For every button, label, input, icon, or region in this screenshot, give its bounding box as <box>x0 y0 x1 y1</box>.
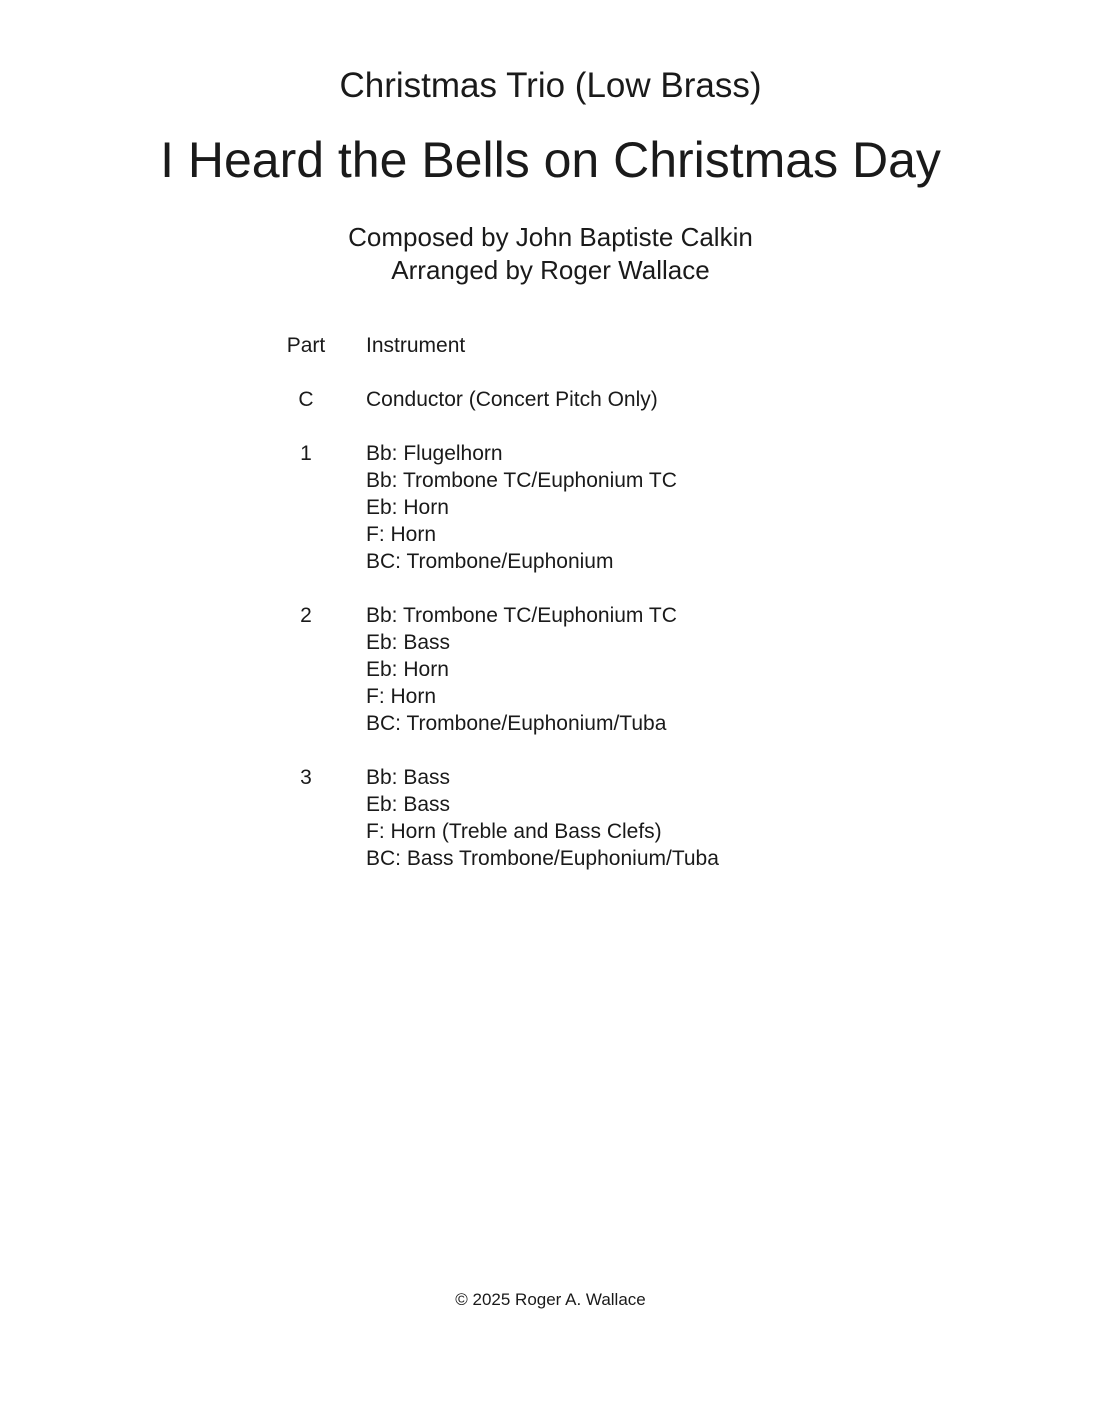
part-column-header: Part <box>286 334 326 357</box>
part-number: 2 <box>300 604 312 627</box>
part-group-conductor <box>270 386 830 413</box>
instrument-item: Bb: Trombone TC/Euphonium TC <box>366 469 677 492</box>
instrument-item: F: Horn <box>366 523 437 546</box>
arranger-line: Arranged by Roger Wallace <box>391 255 710 285</box>
part-number: 3 <box>300 766 312 789</box>
instrument-item: Eb: Horn <box>366 496 449 519</box>
instrument-item: Eb: Horn <box>366 658 449 681</box>
series-title: Christmas Trio (Low Brass) <box>339 66 762 105</box>
credits <box>0 221 1101 287</box>
part-number: 1 <box>300 442 312 465</box>
instrument-item: Bb: Trombone TC/Euphonium TC <box>366 604 677 627</box>
part-group-1 <box>270 440 830 575</box>
instrument-column-header: Instrument <box>366 334 466 357</box>
instrument-item: F: Horn (Treble and Bass Clefs) <box>366 820 662 843</box>
instrument-item: BC: Bass Trombone/Euphonium/Tuba <box>366 847 719 870</box>
instrument-item: Bb: Bass <box>366 766 451 789</box>
composer-line: Composed by John Baptiste Calkin <box>348 222 753 252</box>
instrument-list <box>342 386 830 413</box>
part-group-3 <box>270 764 830 872</box>
instrument-item: Eb: Bass <box>366 631 451 654</box>
instrument-list <box>342 764 830 872</box>
table-header-row <box>270 332 830 359</box>
piece-title: I Heard the Bells on Christmas Day <box>160 132 941 188</box>
instrument-list <box>342 440 830 575</box>
instrument-list <box>342 602 830 737</box>
parts-table <box>270 332 830 899</box>
instrument-item: BC: Trombone/Euphonium/Tuba <box>366 712 667 735</box>
instrument-item: Bb: Flugelhorn <box>366 442 503 465</box>
part-number: C <box>298 388 314 411</box>
part-group-2 <box>270 602 830 737</box>
instrument-item: Eb: Bass <box>366 793 451 816</box>
instrument-item: Conductor (Concert Pitch Only) <box>366 388 658 411</box>
instrument-item: F: Horn <box>366 685 437 708</box>
instrument-item: BC: Trombone/Euphonium <box>366 550 614 573</box>
copyright-notice: © 2025 Roger A. Wallace <box>455 1290 646 1309</box>
